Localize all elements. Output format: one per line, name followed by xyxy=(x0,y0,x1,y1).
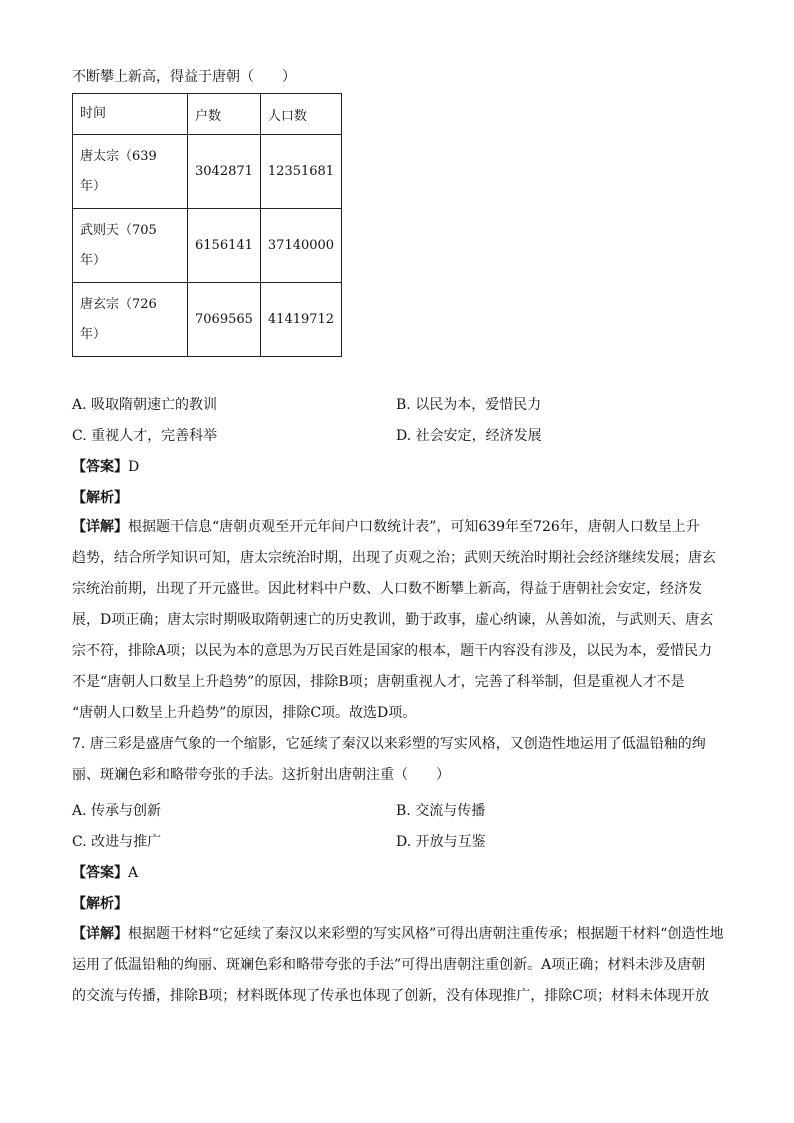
stem-line: 丽、斑斓色彩和略带夸张的手法。这折射出唐朝注重（ ） xyxy=(72,767,450,783)
cell-time: 武则天（705年） xyxy=(80,222,157,268)
cell-time: 唐玄宗（726年） xyxy=(80,296,157,342)
detail-paragraph xyxy=(72,512,728,729)
option-c: C. 重视人才，完善科举 xyxy=(72,428,218,444)
detail-line: 展，D项正确；唐太宗时期吸取隋朝速亡的历史教训，勤于政事，虚心纳谏，从善如流，与武则天、唐玄 xyxy=(72,612,714,628)
detail-line: 运用了低温铅釉的绚丽、斑斓色彩和略带夸张的手法”可得出唐朝注重创新。A项正确；材料未涉及唐朝 xyxy=(72,957,706,973)
cell-population: 12351681 xyxy=(260,135,341,209)
detail-line: 的交流与传播，排除B项；材料既体现了传承也体现了创新，没有体现推广，排除C项；材料未体现开放 xyxy=(72,988,709,1004)
option-d: D. 开放与互鉴 xyxy=(396,834,486,850)
detail-line: 【详解】根据题干信息“唐朝贞观至开元年间户口数统计表”，可知639年至726年，唐朝人口数呈上升 xyxy=(72,519,700,535)
option-d: D. 社会安定，经济发展 xyxy=(396,428,542,444)
detail-line: 【详解】根据题干材料“它延续了秦汉以来彩塑的写实风格”可得出唐朝注重传承；根据题干材料“创造性地 xyxy=(72,926,724,942)
detail-line: 趋势，结合所学知识可知，唐太宗统治时期，出现了贞观之治；武则天统治时期社会经济继续发展；唐玄 xyxy=(72,550,716,566)
header-time: 时间 xyxy=(73,94,188,135)
answer-line xyxy=(72,456,139,476)
header-population: 人口数 xyxy=(260,94,341,135)
detail-line: 宗统治前期，出现了开元盛世。因此材料中户数、人口数不断攀上新高，得益于唐朝社会安定，经济发 xyxy=(72,581,702,597)
table-row xyxy=(73,283,342,357)
cell-population: 41419712 xyxy=(260,283,341,357)
detail-line: “唐朝人口数呈上升趋势”的原因，排除C项。故选D项。 xyxy=(72,705,417,721)
detail-label: 【详解】 xyxy=(72,926,128,942)
answer-line xyxy=(72,862,138,882)
cell-households: 7069565 xyxy=(188,283,261,357)
option-b: B. 交流与传播 xyxy=(396,803,486,819)
cell-time: 唐太宗（639年） xyxy=(80,148,157,194)
detail-paragraph xyxy=(72,919,728,1012)
analysis-label: 【解析】 xyxy=(72,896,128,912)
option-a: A. 吸取隋朝速亡的教训 xyxy=(72,397,218,413)
detail-line: 宗不符，排除A项；以民为本的意思为万民百姓是国家的根本，题干内容没有涉及，以民为本，爱惜民力 xyxy=(72,643,713,659)
option-a: A. 传承与创新 xyxy=(72,803,162,819)
population-table xyxy=(72,93,342,357)
option-c: C. 改进与推广 xyxy=(72,834,162,850)
answer-value: A xyxy=(128,865,139,881)
option-b: B. 以民为本，爱惜民力 xyxy=(396,397,542,413)
answer-value: D xyxy=(128,459,140,475)
table-row xyxy=(73,209,342,283)
answer-label: 【答案】 xyxy=(72,865,128,881)
answer-label: 【答案】 xyxy=(72,459,128,475)
header-households: 户数 xyxy=(188,94,261,135)
stem-line: 7. 唐三彩是盛唐气象的一个缩影，它延续了秦汉以来彩塑的写实风格，又创造性地运用了低温铅釉的绚 xyxy=(72,736,706,752)
table-header-row xyxy=(73,94,342,135)
table-row xyxy=(73,135,342,209)
detail-line: 不是“唐朝人口数呈上升趋势”的原因，排除B项；唐朝重视人才，完善了科举制，但是重视人才不是 xyxy=(72,674,685,690)
question-stem-tail: 不断攀上新高，得益于唐朝（ ） xyxy=(72,69,296,85)
cell-households: 6156141 xyxy=(188,209,261,283)
analysis-label: 【解析】 xyxy=(72,490,128,506)
detail-label: 【详解】 xyxy=(72,519,128,535)
cell-households: 3042871 xyxy=(188,135,261,209)
question-7-stem xyxy=(72,729,728,791)
cell-population: 37140000 xyxy=(260,209,341,283)
